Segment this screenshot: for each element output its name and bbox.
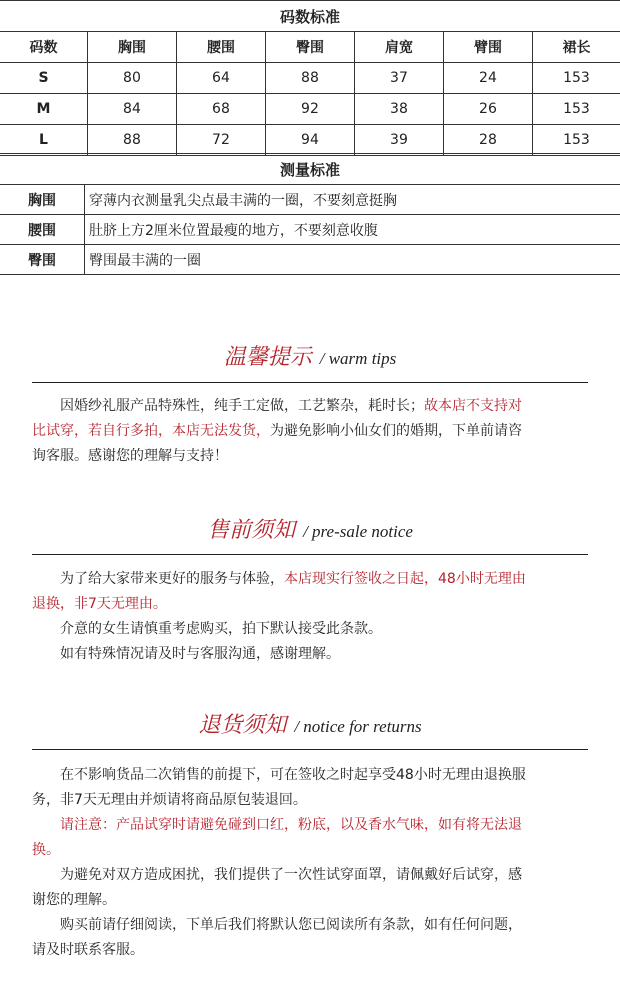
- warm-tips-text: [32, 394, 588, 469]
- table-row: [0, 125, 620, 156]
- value-cell: 88: [265, 63, 354, 94]
- value-cell: 24: [443, 63, 532, 94]
- measure-label: 胸围: [0, 185, 85, 215]
- size-chart-title: 码数标准: [0, 1, 620, 32]
- highlight-text: 退换，非7天无理由。: [32, 596, 167, 612]
- value-cell: 88: [87, 125, 176, 156]
- presale-text: [32, 567, 588, 667]
- size-cell: S: [0, 63, 87, 94]
- value-cell: 92: [265, 94, 354, 125]
- measure-description: 臀围最丰满的一圈: [85, 245, 620, 275]
- table-row: [0, 63, 620, 94]
- warm-tips-heading: [0, 340, 620, 371]
- value-cell: 153: [532, 94, 620, 125]
- value-cell: 153: [532, 63, 620, 94]
- value-cell: 64: [176, 63, 265, 94]
- value-cell: 68: [176, 94, 265, 125]
- text-line: 请及时联系客服。: [32, 942, 144, 958]
- header-cell: 肩宽: [354, 32, 443, 63]
- text-line: 购买前请仔细阅读，下单后我们将默认您已阅读所有条款，如有任何问题，: [60, 917, 522, 933]
- size-chart-header-row: [0, 32, 620, 63]
- section-divider: [32, 382, 588, 383]
- value-cell: 26: [443, 94, 532, 125]
- header-cell: 胸围: [87, 32, 176, 63]
- text-line: 介意的女生请慎重考虑购买，拍下默认接受此条款。: [60, 621, 382, 637]
- value-cell: 38: [354, 94, 443, 125]
- value-cell: 80: [87, 63, 176, 94]
- highlight-text: 故本店不支持对: [424, 398, 522, 414]
- highlight-text: 比试穿，若自行多拍，本店无法发货，: [32, 423, 270, 439]
- value-cell: 28: [443, 125, 532, 156]
- header-cell: 臂围: [443, 32, 532, 63]
- returns-heading: [0, 708, 620, 739]
- header-cell: 臀围: [265, 32, 354, 63]
- measurement-guide-title: 测量标准: [0, 154, 620, 185]
- size-chart-table: [0, 0, 620, 156]
- value-cell: 153: [532, 125, 620, 156]
- text-line: 在不影响货品二次销售的前提下，可在签收之时起享受48小时无理由退换服: [60, 767, 526, 783]
- presale-title: 售前须知: [207, 518, 296, 543]
- table-row: [0, 185, 620, 215]
- value-cell: 37: [354, 63, 443, 94]
- text-line: 如有特殊情况请及时与客服沟通，感谢理解。: [60, 646, 340, 662]
- value-cell: 84: [87, 94, 176, 125]
- presale-heading: [0, 513, 620, 544]
- table-row: [0, 245, 620, 275]
- returns-text: [32, 763, 588, 963]
- table-row: [0, 94, 620, 125]
- value-cell: 94: [265, 125, 354, 156]
- measure-description: 穿薄内衣测量乳尖点最丰满的一圈，不要刻意挺胸: [85, 185, 620, 215]
- text-span: 因婚纱礼服产品特殊性，纯手工定做，工艺繁杂，耗时长；: [60, 398, 424, 414]
- text-line: 谢您的理解。: [32, 892, 116, 908]
- returns-title: 退货须知: [198, 713, 287, 738]
- text-span: 为避免影响小仙女们的婚期，下单前请咨: [270, 423, 522, 439]
- size-cell: M: [0, 94, 87, 125]
- highlight-text: 请注意：产品试穿时请避免碰到口红，粉底，以及香水气味，如有将无法退: [60, 817, 522, 833]
- warm-tips-subtitle: / warm tips: [319, 349, 397, 368]
- measure-label: 臀围: [0, 245, 85, 275]
- text-line: 务，非7天无理由并烦请将商品原包装退回。: [32, 792, 307, 808]
- value-cell: 39: [354, 125, 443, 156]
- warm-tips-title: 温馨提示: [223, 345, 312, 370]
- text-span: 为了给大家带来更好的服务与体验，: [60, 571, 284, 587]
- returns-subtitle: / notice for returns: [294, 717, 422, 736]
- highlight-text: 换。: [32, 842, 60, 858]
- measure-description: 肚脐上方2厘米位置最瘦的地方，不要刻意收腹: [85, 215, 620, 245]
- highlight-text: 本店现实行签收之日起，48小时无理由: [284, 571, 526, 587]
- header-cell: 裙长: [532, 32, 620, 63]
- measurement-guide-table: [0, 153, 620, 275]
- header-cell: 码数: [0, 32, 87, 63]
- size-cell: L: [0, 125, 87, 156]
- presale-subtitle: / pre-sale notice: [303, 522, 413, 541]
- section-divider: [32, 749, 588, 750]
- measure-label: 腰围: [0, 215, 85, 245]
- table-row: [0, 215, 620, 245]
- header-cell: 腰围: [176, 32, 265, 63]
- text-line: 为避免对双方造成困扰，我们提供了一次性试穿面罩，请佩戴好后试穿，感: [60, 867, 522, 883]
- value-cell: 72: [176, 125, 265, 156]
- text-line: 询客服。感谢您的理解与支持！: [32, 448, 228, 464]
- section-divider: [32, 554, 588, 555]
